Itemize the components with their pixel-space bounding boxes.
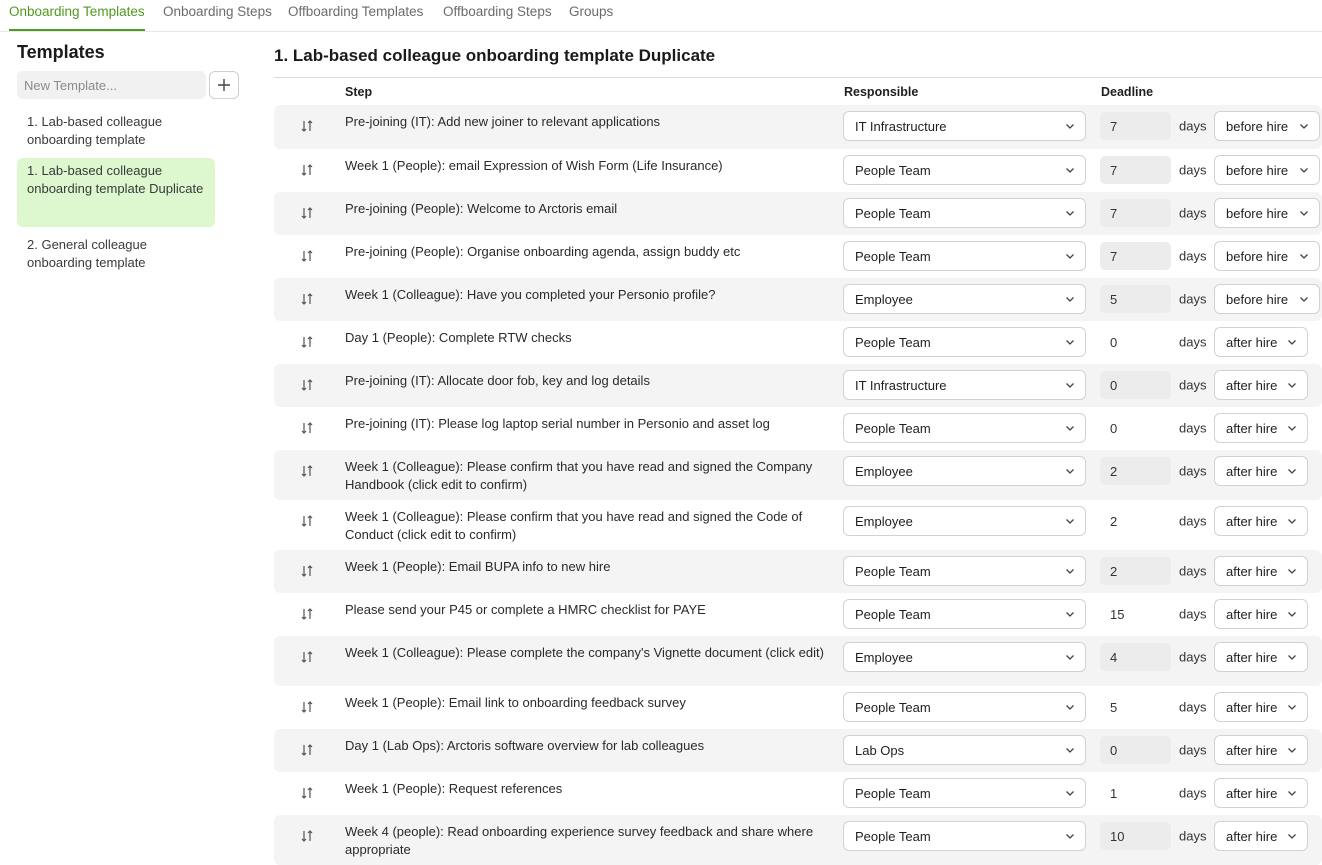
deadline-timing-value: after hire [1226,607,1278,622]
deadline-days-input[interactable] [1100,457,1171,485]
days-label: days [1179,785,1207,801]
deadline-days-input[interactable] [1100,736,1171,764]
responsible-value: People Team [855,163,931,178]
responsible-value: People Team [855,335,931,350]
step-row [274,105,1322,149]
deadline-days-input[interactable] [1100,156,1171,184]
reorder-arrows-icon[interactable] [300,607,314,621]
tab-onboarding-templates[interactable]: Onboarding Templates [9,4,145,19]
days-label: days [1179,513,1207,529]
deadline-days-input[interactable] [1100,600,1171,628]
step-row [274,235,1322,278]
step-row [274,192,1322,235]
chevron-down-icon [1287,831,1297,841]
deadline-days-input[interactable] [1100,285,1171,313]
chevron-down-icon [1065,566,1075,576]
deadline-timing-value: before hire [1226,163,1289,178]
step-row [274,772,1322,815]
days-label: days [1179,742,1207,758]
tab-offboarding-steps[interactable]: Offboarding Steps [443,4,552,19]
top-tabs [0,0,1322,32]
chevron-down-icon [1287,566,1297,576]
days-label: days [1179,463,1207,479]
responsible-value: People Team [855,206,931,221]
reorder-arrows-icon[interactable] [300,650,314,664]
step-row [274,407,1322,450]
chevron-down-icon [1065,165,1075,175]
responsible-value: People Team [855,564,931,579]
reorder-arrows-icon[interactable] [300,119,314,133]
chevron-down-icon [1287,702,1297,712]
deadline-timing-select[interactable] [1214,284,1320,314]
deadline-timing-value: after hire [1226,421,1278,436]
column-header-deadline: Deadline [1101,85,1154,99]
active-tab-indicator [9,29,145,31]
reorder-arrows-icon[interactable] [300,786,314,800]
days-label: days [1179,606,1207,622]
step-row [274,278,1322,321]
responsible-select[interactable] [843,284,1086,314]
deadline-timing-value: after hire [1226,650,1278,665]
column-header-step: Step [345,85,373,99]
deadline-timing-value: after hire [1226,786,1278,801]
reorder-arrows-icon[interactable] [300,163,314,177]
chevron-down-icon [1287,609,1297,619]
deadline-days-input[interactable] [1100,199,1171,227]
reorder-arrows-icon[interactable] [300,335,314,349]
days-label: days [1179,828,1207,844]
responsible-value: Employee [855,464,913,479]
deadline-days-input[interactable] [1100,557,1171,585]
tab-onboarding-steps[interactable]: Onboarding Steps [163,4,272,19]
deadline-days-input[interactable] [1100,112,1171,140]
deadline-timing-value: before hire [1226,206,1289,221]
step-row [274,450,1322,500]
column-header-responsible: Responsible [844,85,919,99]
responsible-value: IT Infrastructure [855,119,947,134]
step-text: Week 1 (Colleague): Please confirm that you have read and signed the Code of Conduct (click edit to confirm) [345,509,803,542]
step-row [274,636,1322,686]
step-text: Week 1 (People): Email BUPA info to new hire [345,559,611,574]
deadline-days-input[interactable] [1100,242,1171,270]
chevron-down-icon [1287,337,1297,347]
step-text: Week 1 (Colleague): Please confirm that you have read and signed the Company Handbook (click edit to confirm) [345,459,813,492]
step-text: Day 1 (People): Complete RTW checks [345,330,572,345]
deadline-timing-value: after hire [1226,564,1278,579]
step-row [274,364,1322,407]
responsible-select[interactable] [843,370,1086,400]
step-text: Week 1 (People): email Expression of Wish Form (Life Insurance) [345,158,723,173]
step-row [274,593,1322,636]
step-text: Pre-joining (People): Welcome to Arctoris email [345,201,618,216]
reorder-arrows-icon[interactable] [300,743,314,757]
step-text: Pre-joining (People): Organise onboarding agenda, assign buddy etc [345,244,741,259]
deadline-timing-value: before hire [1226,119,1289,134]
responsible-value: Employee [855,514,913,529]
responsible-value: People Team [855,421,931,436]
deadline-timing-select[interactable] [1214,370,1308,400]
reorder-arrows-icon[interactable] [300,206,314,220]
deadline-timing-select[interactable] [1214,735,1308,765]
responsible-select[interactable] [843,599,1086,629]
chevron-down-icon [1299,251,1309,261]
chevron-down-icon [1287,466,1297,476]
deadline-days-input[interactable] [1100,328,1171,356]
days-label: days [1179,248,1207,264]
deadline-timing-select[interactable] [1214,155,1320,185]
step-text: Pre-joining (IT): Add new joiner to relevant applications [345,114,661,129]
reorder-arrows-icon[interactable] [300,292,314,306]
deadline-timing-value: after hire [1226,743,1278,758]
responsible-value: IT Infrastructure [855,378,947,393]
deadline-timing-select[interactable] [1214,599,1308,629]
days-label: days [1179,377,1207,393]
sidebar-title: Templates [17,42,105,62]
step-text: Week 4 (people): Read onboarding experience survey feedback and share where appropriate [345,824,814,857]
tab-offboarding-templates[interactable]: Offboarding Templates [288,4,424,19]
deadline-timing-select[interactable] [1214,642,1308,672]
chevron-down-icon [1287,652,1297,662]
deadline-timing-value: after hire [1226,700,1278,715]
days-label: days [1179,334,1207,350]
deadline-days-input[interactable] [1100,507,1171,535]
chevron-down-icon [1299,294,1309,304]
chevron-down-icon [1065,516,1075,526]
step-text: Pre-joining (IT): Allocate door fob, key and log details [345,373,650,388]
deadline-days-input[interactable] [1100,822,1171,850]
responsible-select[interactable] [843,778,1086,808]
responsible-value: People Team [855,607,931,622]
add-template-button[interactable] [209,71,239,99]
responsible-select[interactable] [843,692,1086,722]
step-text: Week 1 (People): Email link to onboarding feedback survey [345,695,686,710]
step-text: Day 1 (Lab Ops): Arctoris software overview for lab colleagues [345,738,705,753]
chevron-down-icon [1065,788,1075,798]
responsible-select[interactable] [843,327,1086,357]
responsible-select[interactable] [843,155,1086,185]
deadline-timing-value: after hire [1226,514,1278,529]
template-item-selected[interactable]: 1. Lab-based colleague onboarding template Duplicate [17,158,215,227]
new-template-input[interactable] [17,71,206,99]
chevron-down-icon [1299,165,1309,175]
days-label: days [1179,162,1207,178]
tab-groups[interactable]: Groups [569,4,614,19]
step-row [274,500,1322,550]
deadline-timing-select[interactable] [1214,456,1308,486]
step-row [274,550,1322,593]
days-label: days [1179,291,1207,307]
chevron-down-icon [1065,831,1075,841]
responsible-select[interactable] [843,198,1086,228]
reorder-arrows-icon[interactable] [300,464,314,478]
step-row [274,686,1322,729]
chevron-down-icon [1065,208,1075,218]
deadline-timing-select[interactable] [1214,506,1308,536]
deadline-days-input[interactable] [1100,414,1171,442]
step-row [274,729,1322,772]
template-item[interactable]: 1. Lab-based colleague onboarding template [27,114,163,147]
deadline-timing-select[interactable] [1214,778,1308,808]
deadline-timing-select[interactable] [1214,413,1308,443]
responsible-select[interactable] [843,821,1086,851]
deadline-days-input[interactable] [1100,693,1171,721]
chevron-down-icon [1065,337,1075,347]
deadline-timing-select[interactable] [1214,241,1320,271]
deadline-timing-select[interactable] [1214,327,1308,357]
chevron-down-icon [1065,294,1075,304]
responsible-value: Lab Ops [855,743,905,758]
responsible-select[interactable] [843,735,1086,765]
chevron-down-icon [1299,121,1309,131]
reorder-arrows-icon[interactable] [300,378,314,392]
reorder-arrows-icon[interactable] [300,700,314,714]
deadline-timing-value: after hire [1226,464,1278,479]
deadline-days-input[interactable] [1100,779,1171,807]
responsible-value: People Team [855,249,931,264]
chevron-down-icon [1287,788,1297,798]
template-item[interactable]: 2. General colleague onboarding template [27,237,147,270]
reorder-arrows-icon[interactable] [300,829,314,843]
chevron-down-icon [1065,652,1075,662]
deadline-timing-select[interactable] [1214,692,1308,722]
responsible-select[interactable] [843,642,1086,672]
chevron-down-icon [1065,609,1075,619]
reorder-arrows-icon[interactable] [300,249,314,263]
reorder-arrows-icon[interactable] [300,421,314,435]
chevron-down-icon [1065,745,1075,755]
days-label: days [1179,699,1207,715]
chevron-down-icon [1065,423,1075,433]
deadline-timing-select[interactable] [1214,821,1308,851]
deadline-timing-value: after hire [1226,335,1278,350]
responsible-select[interactable] [843,556,1086,586]
days-label: days [1179,563,1207,579]
deadline-days-input[interactable] [1100,371,1171,399]
deadline-timing-select[interactable] [1214,111,1320,141]
days-label: days [1179,420,1207,436]
deadline-timing-value: before hire [1226,292,1289,307]
responsible-value: Employee [855,650,913,665]
step-text: Pre-joining (IT): Please log laptop serial number in Personio and asset log [345,416,770,431]
deadline-timing-value: after hire [1226,829,1278,844]
chevron-down-icon [1299,208,1309,218]
step-text: Week 1 (Colleague): Please complete the company's Vignette document (click edit) [345,645,824,660]
step-row [274,321,1322,364]
responsible-select[interactable] [843,111,1086,141]
days-label: days [1179,118,1207,134]
deadline-timing-select[interactable] [1214,556,1308,586]
step-text: Week 1 (People): Request references [345,781,563,796]
days-label: days [1179,205,1207,221]
reorder-arrows-icon[interactable] [300,564,314,578]
step-text: Please send your P45 or complete a HMRC checklist for PAYE [345,602,706,617]
deadline-timing-value: before hire [1226,249,1289,264]
responsible-value: People Team [855,700,931,715]
plus-icon [217,78,231,92]
deadline-timing-value: after hire [1226,378,1278,393]
chevron-down-icon [1065,702,1075,712]
step-row [274,815,1322,865]
step-text: Week 1 (Colleague): Have you completed your Personio profile? [345,287,716,302]
page-title: 1. Lab-based colleague onboarding template Duplicate [274,46,716,65]
step-row [274,149,1322,192]
responsible-value: People Team [855,829,931,844]
responsible-select[interactable] [843,506,1086,536]
chevron-down-icon [1065,380,1075,390]
chevron-down-icon [1065,466,1075,476]
chevron-down-icon [1287,380,1297,390]
responsible-select[interactable] [843,241,1086,271]
chevron-down-icon [1287,423,1297,433]
chevron-down-icon [1287,745,1297,755]
responsible-value: Employee [855,292,913,307]
responsible-select[interactable] [843,456,1086,486]
chevron-down-icon [1065,121,1075,131]
chevron-down-icon [1287,516,1297,526]
steps-list [274,105,1322,865]
days-label: days [1179,649,1207,665]
chevron-down-icon [1065,251,1075,261]
responsible-select[interactable] [843,413,1086,443]
title-divider [274,77,1322,78]
reorder-arrows-icon[interactable] [300,514,314,528]
deadline-timing-select[interactable] [1214,198,1320,228]
responsible-value: People Team [855,786,931,801]
deadline-days-input[interactable] [1100,643,1171,671]
